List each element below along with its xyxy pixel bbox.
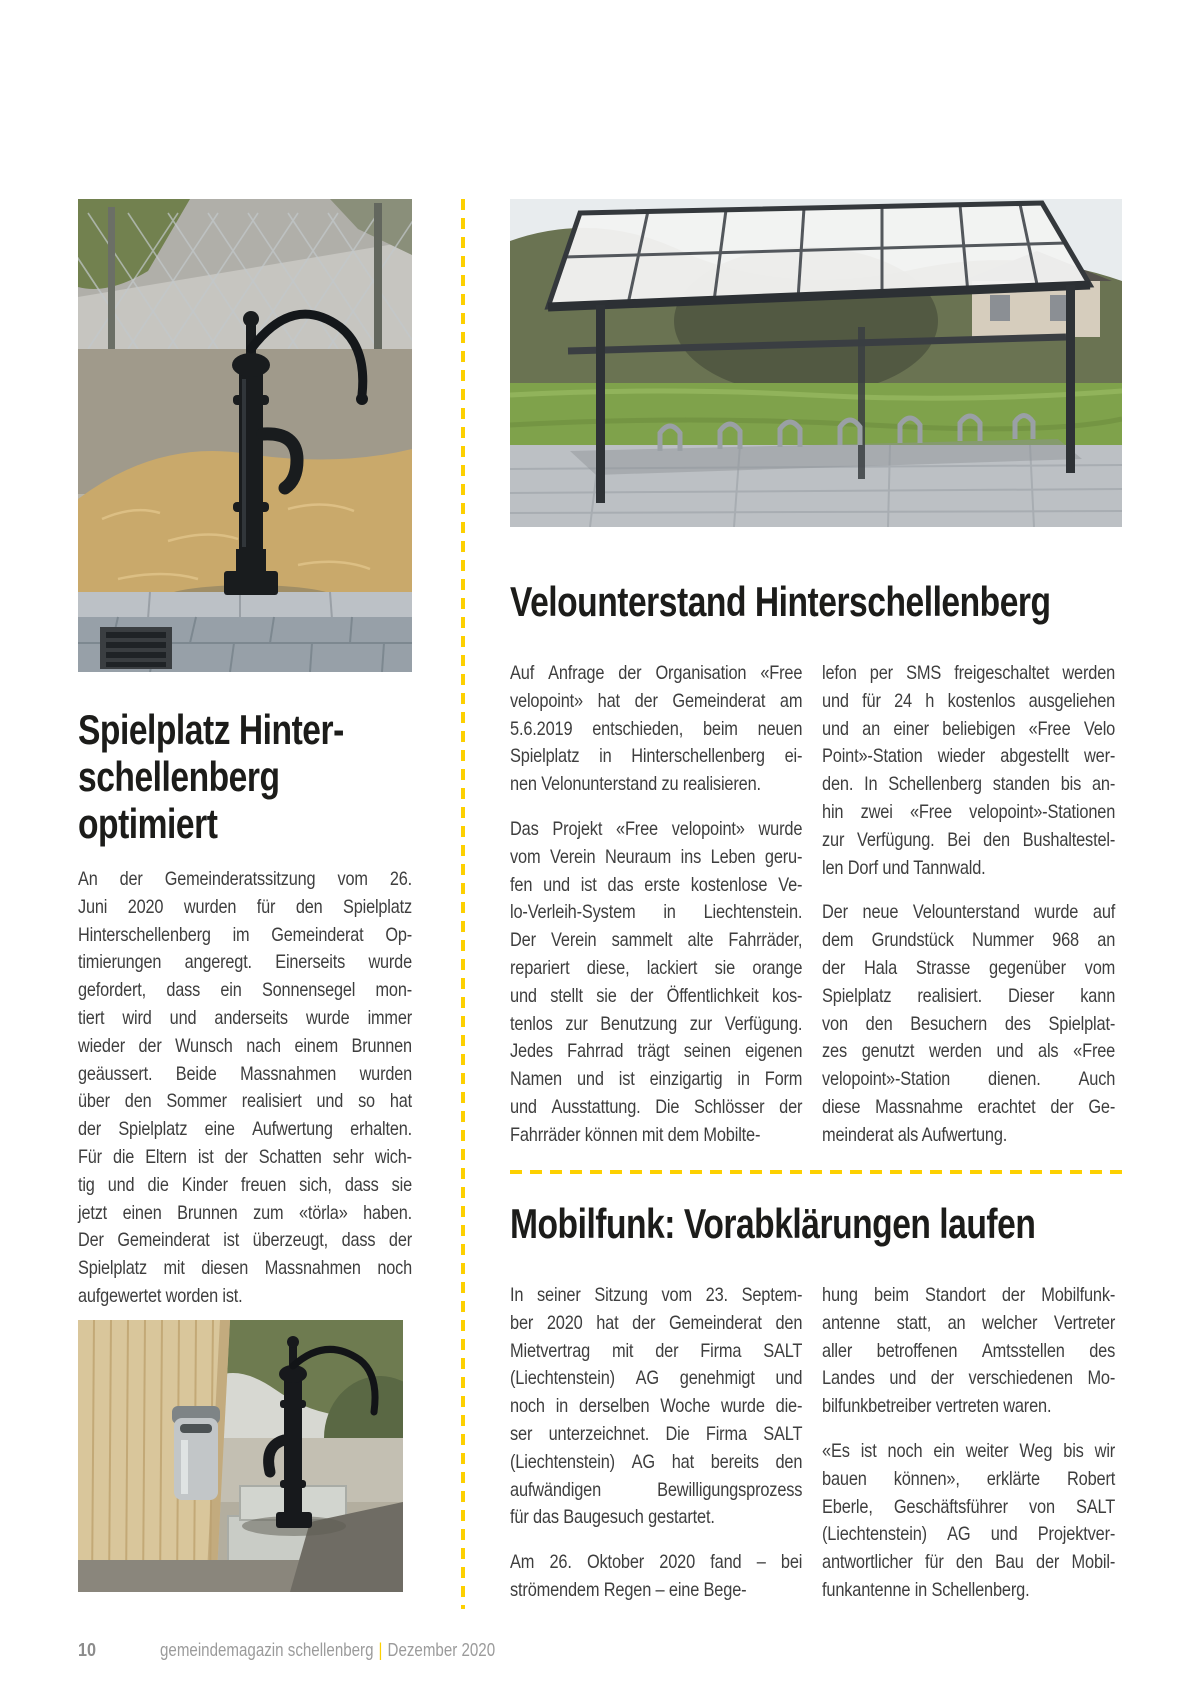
text-line: Point»-Station wieder abgestellt wer- [822, 745, 1116, 768]
text-line: meinderat als Aufwertung. [822, 1123, 1008, 1146]
horizontal-dashed-divider [510, 1170, 1122, 1174]
article-body-spielplatz [78, 866, 412, 1311]
paragraph [822, 899, 1115, 1149]
text-line: len Dorf und Tannwald. [822, 856, 986, 879]
text-line: velopoint» hat der Gemeinderat am [510, 689, 803, 712]
text-line: Landes und der verschiedenen Mo- [822, 1367, 1116, 1390]
text-line: ber 2020 hat der Gemeinderat den [510, 1311, 803, 1334]
text-line: jetzt einen Brunnen zum «törla» haben. [78, 1201, 412, 1224]
paragraph [510, 1549, 802, 1605]
text-line: Namen und ist einzigartig in Form [510, 1068, 803, 1091]
text-line: und Ausstattung. Die Schlösser der [510, 1095, 803, 1118]
text-line: und an einer beliebigen «Free Velo [822, 717, 1116, 740]
text-line: bilfunkbetreiber vertreten waren. [822, 1395, 1052, 1418]
text-line: bauen können», erklärte Robert [822, 1467, 1116, 1490]
vertical-dashed-divider [461, 199, 465, 1609]
heading-line: Spielplatz Hinter- [78, 706, 344, 753]
mobilfunk-column-1 [510, 1282, 802, 1605]
paragraph [822, 1438, 1115, 1605]
text-line: 5.6.2019 entschieden, beim neuen [510, 717, 803, 740]
text-line: für das Baugesuch gestartet. [510, 1506, 715, 1529]
heading-line: optimiert [78, 800, 218, 847]
text-line: tig und die Kinder freuen sich, dass sie [78, 1173, 412, 1196]
footer-issue-date: Dezember 2020 [387, 1640, 496, 1660]
mobilfunk-column-2 [822, 1282, 1115, 1605]
text-line: diese Massnahme erachtet der Ge- [822, 1095, 1116, 1118]
text-line: Das Projekt «Free velopoint» wurde [510, 817, 803, 840]
text-line: Der Verein sammelt alte Fahrräder, [510, 929, 803, 952]
text-line: velopoint»-Station dienen. Auch [822, 1068, 1116, 1091]
article-heading-mobilfunk: Mobilfunk: Vorabklärungen laufen [510, 1200, 1036, 1247]
text-line: Für die Eltern ist der Schatten sehr wich- [78, 1145, 412, 1168]
text-line: ser unterzeichnet. Die Firma SALT [510, 1422, 803, 1445]
text-line: Mietvertrag mit der Firma SALT [510, 1339, 803, 1362]
text-line: Eberle, Geschäftsführer von SALT [822, 1495, 1116, 1518]
text-line: In seiner Sitzung vom 23. Septem- [510, 1284, 803, 1306]
pump-shed-illustration [78, 1320, 403, 1592]
footer-text [160, 1640, 495, 1661]
text-line: Spielplatz realisiert. Dieser kann [822, 984, 1116, 1007]
text-line: lefon per SMS freigeschaltet werden [822, 662, 1116, 684]
paragraph [510, 1282, 802, 1532]
text-line: Fahrräder können mit dem Mobilte- [510, 1123, 761, 1146]
text-line: funkantenne in Schellenberg. [822, 1578, 1030, 1601]
text-line: «Es ist noch ein weiter Weg bis wir [822, 1439, 1116, 1462]
text-line: fen und ist das erste kostenlose Ve- [510, 873, 803, 896]
text-line: An der Gemeinderatssitzung vom 26. [78, 868, 412, 890]
text-line: (Liechtenstein) AG hat bereits den [510, 1450, 803, 1473]
text-line: Juni 2020 wurden für den Spielplatz [78, 895, 412, 918]
footer-magazine-title: gemeindemagazin schellenberg [160, 1640, 374, 1660]
photo-water-pump-shed [78, 1320, 403, 1592]
text-line: timierungen angeregt. Einerseits wurde [78, 951, 412, 974]
text-line: antwortlicher für den Bau der Mobil- [822, 1551, 1116, 1574]
paragraph [78, 866, 412, 1311]
text-line: und stellt sie der Öffentlichkeit kos- [510, 984, 803, 1007]
text-line: Am 26. Oktober 2020 fand – bei [510, 1551, 803, 1574]
text-line: von den Besuchern des Spielplat- [822, 1012, 1116, 1035]
photo-water-pump-playground [78, 199, 412, 672]
text-line: Der Gemeinderat ist überzeugt, dass der [78, 1229, 412, 1252]
text-line: über den Sommer realisiert und so hat [78, 1090, 412, 1113]
page-footer [0, 1640, 1200, 1670]
text-line: Jedes Fahrrad trägt seinen eigenen [510, 1040, 803, 1063]
paragraph [510, 660, 802, 799]
footer-separator: | [378, 1640, 383, 1660]
text-line: hin zwei «Free velopoint»-Stationen [822, 800, 1116, 823]
text-line: Auf Anfrage der Organisation «Free [510, 662, 803, 684]
text-line: Der neue Velounterstand wurde auf [822, 901, 1116, 924]
text-line: und für 24 h kostenlos ausgeliehen [822, 689, 1116, 712]
text-line: tiert wird und anderseits wurde immer [78, 1006, 412, 1029]
text-line: Hinterschellenberg im Gemeinderat Op- [78, 923, 412, 946]
paragraph [822, 660, 1115, 882]
text-line: geäussert. Beide Massnahmen wurden [78, 1062, 412, 1085]
text-line: zur Verfügung. Bei den Bushaltestel- [822, 828, 1116, 851]
text-line: nen Velonunterstand zu realisieren. [510, 773, 761, 796]
paragraph [822, 1282, 1115, 1421]
text-line: aufgewertet worden ist. [78, 1284, 243, 1307]
text-line: (Liechtenstein) AG und Projektver- [822, 1523, 1116, 1546]
page-number: 10 [78, 1640, 97, 1660]
text-line: antenne statt, an welcher Vertreter [822, 1311, 1116, 1334]
text-line: den. In Schellenberg standen bis an- [822, 773, 1116, 796]
text-line: Spielplatz in Hinterschellenberg ei- [510, 745, 803, 768]
text-line: der Hala Strasse gegenüber vom [822, 956, 1116, 979]
article-heading-spielplatz [78, 706, 344, 847]
text-line: aufwändigen Bewilligungsprozess [510, 1478, 803, 1501]
text-line: gefordert, dass ein Sonnensegel mon- [78, 979, 412, 1002]
velounterstand-column-1 [510, 660, 802, 1150]
article-heading-velounterstand: Velounterstand Hinterschellenberg [510, 578, 1051, 625]
paragraph [510, 816, 802, 1150]
text-line: strömendem Regen – eine Bege- [510, 1578, 747, 1601]
text-line: repariert diese, lackiert sie orange [510, 956, 803, 979]
water-pump-illustration [78, 199, 412, 672]
text-line: der Spielplatz eine Aufwertung erhalten. [78, 1118, 412, 1141]
text-line: aller betroffenen Amtsstellen des [822, 1339, 1116, 1362]
text-line: tenlos zur Benutzung zur Verfügung. [510, 1012, 803, 1035]
text-line: hung beim Standort der Mobilfunk- [822, 1284, 1116, 1306]
text-line: zes genutzt werden und als «Free [822, 1040, 1116, 1063]
velo-shelter-illustration [510, 199, 1122, 527]
heading-line: schellenberg [78, 753, 280, 800]
text-line: vom Verein Neuraum ins Leben geru- [510, 845, 803, 868]
velounterstand-column-2 [822, 660, 1115, 1150]
text-line: (Liechtenstein) AG genehmigt und [510, 1367, 803, 1390]
text-line: Spielplatz mit diesen Massnahmen noch [78, 1257, 412, 1280]
text-line: noch in derselben Woche wurde die- [510, 1395, 803, 1418]
text-line: wieder der Wunsch nach einem Brunnen [78, 1034, 412, 1057]
text-line: dem Grundstück Nummer 968 an [822, 929, 1116, 952]
text-line: lo-Verleih-System in Liechtenstein. [510, 901, 803, 924]
photo-velo-shelter [510, 199, 1122, 527]
